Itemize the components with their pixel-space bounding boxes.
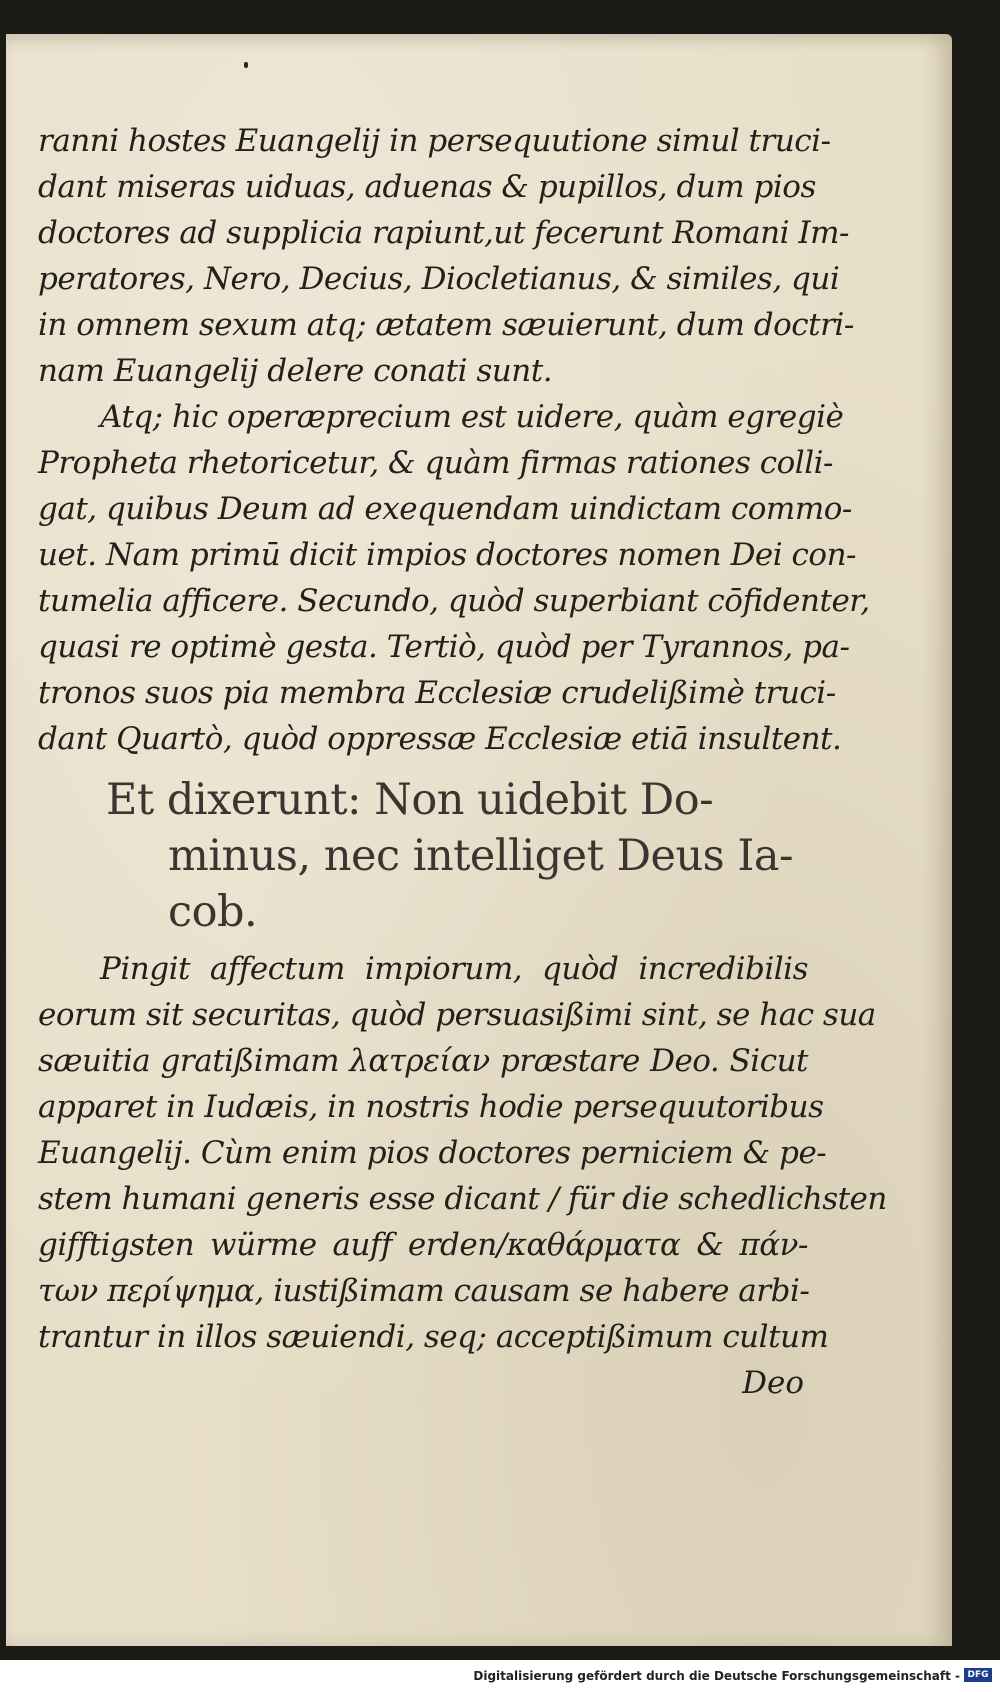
text-line: ranni hostes Euangelij in persequutione simul truci-	[38, 123, 831, 159]
text-line: Propheta rhetoricetur, & quàm firmas rationes colli-	[38, 445, 834, 481]
text-line: apparet in Iudæis, in nostris hodie persequutoribus	[38, 1089, 824, 1125]
text-line: Euangelij. Cùm enim pios doctores perniciem & pe-	[38, 1135, 827, 1171]
book-page	[6, 34, 952, 1646]
text-line: doctores ad supplicia rapiunt,ut fecerunt Romani Im-	[38, 215, 849, 251]
scripture-heading	[38, 772, 808, 940]
text-line: Pingit affectum impiorum, quòd incredibilis	[100, 951, 808, 987]
ink-speck	[244, 62, 248, 68]
text-line: trantur in illos sæuiendi, seq; acceptißimum cultum	[38, 1319, 829, 1355]
text-line: nam Euangelij delere conati sunt.	[38, 353, 553, 389]
text-line: dant miseras uiduas, aduenas & pupillos, dum pios	[38, 169, 816, 205]
text-line: Atq; hic operæprecium est uidere, quàm egregiè	[100, 399, 844, 435]
dfg-logo: DFG	[964, 1668, 992, 1682]
text-line: dant Quartò, quòd oppressæ Ecclesiæ etiā insultent.	[38, 721, 842, 757]
text-line: peratores, Nero, Decius, Diocletianus, & similes, qui	[38, 261, 840, 297]
text-line: gifftigsten würme auff erden/καθάρματα & πάν-	[38, 1227, 808, 1263]
text-line: in omnem sexum atq; ætatem sæuierunt, dum doctri-	[38, 307, 854, 343]
catchword: Deo	[742, 1365, 804, 1401]
paragraph-2	[38, 394, 870, 762]
heading-line: Et dixerunt: Non uidebit Do-	[106, 775, 714, 825]
text-line: tumelia afficere. Secundo, quòd superbiant cōfidenter,	[38, 583, 870, 619]
text-line: tronos suos pia membra Ecclesiæ crudelißimè truci-	[38, 675, 836, 711]
paragraph-1	[38, 118, 854, 394]
heading-line: minus, nec intelliget Deus Ia-	[168, 831, 794, 881]
page-text	[38, 118, 887, 1406]
text-line: uet. Nam primū dicit impios doctores nomen Dei con-	[38, 537, 857, 573]
paragraph-3	[38, 946, 887, 1360]
funding-credit: Digitalisierung gefördert durch die Deutsche Forschungsgemeinschaft -	[473, 1669, 960, 1683]
digitization-footer	[0, 1660, 1000, 1692]
text-line: eorum sit securitas, quòd persuasißimi sint, se hac sua	[38, 997, 876, 1033]
text-line: των περίψημα, iustißimam causam se habere arbi-	[38, 1273, 810, 1309]
text-line: sæuitia gratißimam λατρείαν præstare Deo. Sicut	[38, 1043, 808, 1079]
text-line: gat, quibus Deum ad exequendam uindictam commo-	[38, 491, 852, 527]
text-line: stem humani generis esse dicant / für die schedlichsten	[38, 1181, 887, 1217]
text-line: quasi re optimè gesta. Tertiò, quòd per Tyrannos, pa-	[38, 629, 850, 665]
heading-line: cob.	[168, 887, 258, 937]
